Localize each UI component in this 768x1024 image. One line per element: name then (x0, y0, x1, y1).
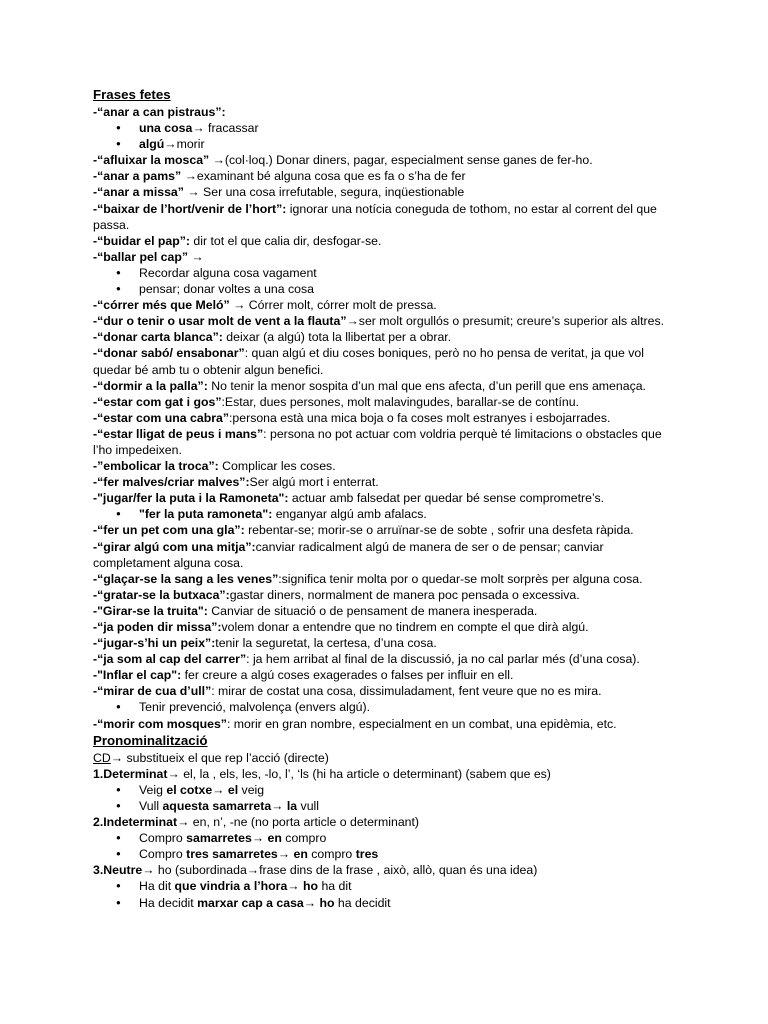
bold-text: -“córrer més que Meló” (93, 298, 230, 313)
text: → (212, 782, 228, 797)
text: → substitueix el que rep l’acció (directe) (110, 750, 329, 765)
bold-text: -“donar carta blanca”: (93, 330, 223, 345)
bold-text: -“baixar de l’hort/venir de l’hort”: (93, 201, 287, 216)
idiom-entry (93, 152, 673, 168)
text: → fracassar (192, 121, 259, 136)
bold-text: marxar cap a casa (197, 895, 304, 910)
text: Ha decidit (139, 895, 198, 910)
idiom-entry (93, 249, 673, 265)
bold-text: -“afluixar la mosca” (93, 153, 210, 168)
text: actuar amb falsedat per quedar bé sense comprometre’s. (288, 491, 605, 506)
text: → Córrer molt, córrer molt de pressa. (229, 298, 437, 313)
idioms-list (93, 104, 673, 732)
bold-text: -"Girar-se la truita": (93, 603, 208, 618)
text: :significa tenir molta por o quedar-se molt sorprès per alguna cosa. (278, 571, 643, 586)
bold-text: -“estar com gat i gos” (93, 394, 222, 409)
text: Tenir prevenció, malvolença (envers algú). (139, 700, 371, 715)
bullet-item (93, 895, 673, 911)
text: : persona no pot actuar com voldria perquè té limitacions o obstacles que l’ho impedeixen. (93, 426, 662, 457)
bold-text: tres samarretes (186, 847, 278, 862)
text: rebentar-se; morir-se o arruïnar-se de sobte , sofrir una desfeta ràpida. (244, 523, 634, 538)
text: : mirar de costat una cosa, dissimuladament, fent veure que no es mira. (211, 684, 602, 699)
bold-text: -“anar a missa” (93, 185, 184, 200)
idiom-entry (93, 587, 673, 603)
text: → (303, 895, 320, 910)
text: fer creure a algú coses exagerades o falses per influir en ell. (181, 668, 514, 683)
bullet-item (93, 846, 673, 862)
text: → (271, 798, 287, 813)
underlined-text: CD (93, 750, 111, 765)
bold-text: -“anar a pams” (93, 169, 182, 184)
bold-text: -“estar com una cabra” (93, 410, 229, 425)
grammar-entry (93, 766, 673, 782)
bold-text: 1.Determinat (93, 766, 168, 781)
bold-text: -“anar a can pistraus”: (93, 105, 226, 119)
text: veig (238, 782, 265, 797)
bold-text: en (293, 847, 308, 862)
pronoun-list (93, 750, 673, 911)
idiom-entry (93, 233, 673, 249)
bold-text: "fer la puta ramoneta": (139, 507, 273, 522)
idiom-entry (93, 539, 673, 571)
text: vull (297, 798, 320, 813)
bullet-item (93, 136, 673, 152)
idiom-entry (93, 313, 673, 329)
bold-text: -“morir com mosques” (93, 716, 227, 731)
idiom-entry (93, 716, 673, 732)
bold-text: -“estar lligat de peus i mans” (93, 426, 264, 441)
idiom-entry (93, 345, 673, 377)
bold-text: una cosa (139, 121, 193, 136)
text: → en, n’, -ne (no porta article o determinant) (177, 815, 420, 830)
text: ignorar una notícia coneguda de tothom, no estar al corrent del que passa. (93, 201, 657, 232)
text: →morir (164, 137, 205, 152)
text: → (188, 249, 204, 264)
idiom-entry (93, 104, 673, 120)
idiom-entry (93, 683, 673, 699)
text: Recordar alguna cosa vagament (139, 265, 317, 280)
bullet-item (93, 830, 673, 846)
idiom-entry (93, 297, 673, 313)
text: Canviar de situació o de pensament de manera inesperada. (207, 603, 538, 618)
bold-text: samarretes (186, 831, 252, 846)
idiom-entry (93, 458, 673, 474)
text: : ja hem arribat al final de la discussió, ja no cal parlar més (d’una cosa). (246, 652, 640, 667)
text: : quan algú et diu coses boniques, però no ho pensa de veritat, ja que vol quedar bé amb tu o obtenir algun benefici. (93, 346, 644, 377)
text: compro (307, 847, 356, 862)
bullet-item (93, 281, 673, 297)
idiom-entry (93, 619, 673, 635)
idiom-entry (93, 522, 673, 538)
bold-text: -“jugar-s’hi un peix”: (93, 636, 216, 651)
bullet-item (93, 878, 673, 894)
idiom-entry (93, 394, 673, 410)
bold-text: el (227, 782, 239, 797)
idiom-entry (93, 474, 673, 490)
text: Vull (139, 798, 163, 813)
bold-text: -“dormir a la palla”: (93, 378, 208, 393)
text: →(col·loq.) Donar diners, pagar, especialment sense ganes de fer-ho. (209, 153, 593, 168)
bold-text: -“fer un pet com una gla”: (93, 523, 245, 538)
text: :persona està una mica boja o fa coses molt estranyes i esbojarrades. (229, 410, 611, 425)
text: → (251, 831, 268, 846)
idiom-entry (93, 571, 673, 587)
bold-text: -“ja som al cap del carrer” (93, 652, 247, 667)
text: Ha dit (139, 879, 175, 894)
grammar-entry (93, 814, 673, 830)
bold-text: algú (139, 137, 165, 152)
bold-text: 2.Indeterminat (93, 815, 178, 830)
text: → (277, 847, 294, 862)
bold-text: en (267, 831, 282, 846)
idiom-entry (93, 410, 673, 426)
text: →examinant bé alguna cosa que es fa o s’ha de fer (181, 169, 466, 184)
bold-text: aquesta samarreta (162, 798, 272, 813)
bold-text: el cotxe (166, 782, 213, 797)
text: Ser algú mort i enterrat. (249, 475, 379, 490)
bullet-item (93, 506, 673, 522)
text: volem donar a entendre que no tindrem en compte el que dirà algú. (221, 620, 589, 634)
text: pensar; donar voltes a una cosa (139, 282, 315, 297)
text: Complicar les coses. (218, 459, 336, 474)
idiom-entry (93, 168, 673, 184)
bold-text: que vindria a l’hora (174, 879, 288, 894)
bold-text: -“gratar-se la butxaca”: (93, 587, 230, 602)
text: → Ser una cosa irrefutable, segura, inqüestionable (183, 185, 465, 200)
text: Compro (139, 847, 187, 862)
document-body (93, 86, 673, 911)
bold-text: tres (355, 847, 379, 862)
text: → (287, 879, 304, 894)
bold-text: -“fer malves/criar malves”: (93, 475, 250, 490)
bold-text: -“glaçar-se la sang a les venes” (93, 571, 279, 586)
idiom-entry (93, 667, 673, 683)
text: tenir la seguretat, la certesa, d’una cosa. (215, 636, 437, 651)
bold-text: -“girar algú com una mitja”: (93, 539, 256, 554)
idiom-entry (93, 329, 673, 345)
text: enganyar algú amb afalacs. (272, 507, 427, 522)
text: ha decidit (334, 895, 391, 910)
heading-frases-fetes: Frases fetes (93, 87, 171, 102)
idiom-entry (93, 635, 673, 651)
bold-text: -"Inflar el cap": (93, 668, 182, 683)
text: ha dit (318, 879, 352, 894)
grammar-entry (93, 862, 673, 878)
text: dir tot el que calia dir, desfogar-se. (190, 233, 382, 248)
text: :Estar, dues persones, molt malavingudes, barallar-se de contínu. (221, 394, 579, 409)
bold-text: -“buidar el pap”: (93, 233, 191, 248)
bold-text: ho (303, 879, 319, 894)
bullet-item (93, 798, 673, 814)
idiom-entry (93, 651, 673, 667)
bold-text: -“dur o tenir o usar molt de vent a la flauta” (93, 314, 347, 329)
idiom-entry (93, 378, 673, 394)
bold-text: -“ballar pel cap” (93, 249, 188, 264)
grammar-entry (93, 750, 673, 766)
bullet-item (93, 120, 673, 136)
bullet-item (93, 265, 673, 281)
text: No tenir la menor sospita d’un mal que ens afecta, d’un perill que ens amenaça. (207, 378, 646, 393)
text: canviar radicalment algú de manera de ser o de pensar; canviar completament alguna cosa. (93, 539, 604, 570)
bold-text: -“mirar de cua d’ull” (93, 684, 212, 699)
heading-pronominalitzacio: Pronominalització (93, 732, 208, 748)
bold-text: -"jugar/fer la puta i la Ramoneta": (93, 491, 289, 506)
text: compro (281, 831, 327, 846)
bullet-item (93, 699, 673, 715)
text: → el, la , els, les, -lo, l’, ‘ls (hi ha article o determinant) (sabem que es) (167, 766, 551, 781)
text: Veig (139, 782, 167, 797)
text: gastar diners, normalment de manera poc pensada o excessiva. (229, 587, 580, 602)
idiom-entry (93, 201, 673, 233)
text: Compro (139, 831, 187, 846)
bold-text: 3.Neutre (93, 863, 143, 878)
idiom-entry (93, 603, 673, 619)
idiom-entry (93, 490, 673, 506)
bold-text: -”embolicar la troca”: (93, 459, 219, 474)
bold-text: -“ja poden dir missa”: (93, 620, 222, 634)
bullet-item (93, 782, 673, 798)
idiom-entry (93, 426, 673, 458)
text: : morir en gran nombre, especialment en un combat, una epidèmia, etc. (226, 716, 617, 731)
idiom-entry (93, 184, 673, 200)
bold-text: ho (319, 895, 335, 910)
text: →ser molt orgullós o presumit; creure’s superior als altres. (346, 314, 665, 329)
text: deixar (a algú) tota la llibertat per a obrar. (222, 330, 452, 345)
bold-text: la (286, 798, 298, 813)
text: → ho (subordinada→frase dins de la frase , això, allò, quan és una idea) (142, 863, 538, 878)
bold-text: -“donar sabó/ ensabonar” (93, 346, 245, 361)
